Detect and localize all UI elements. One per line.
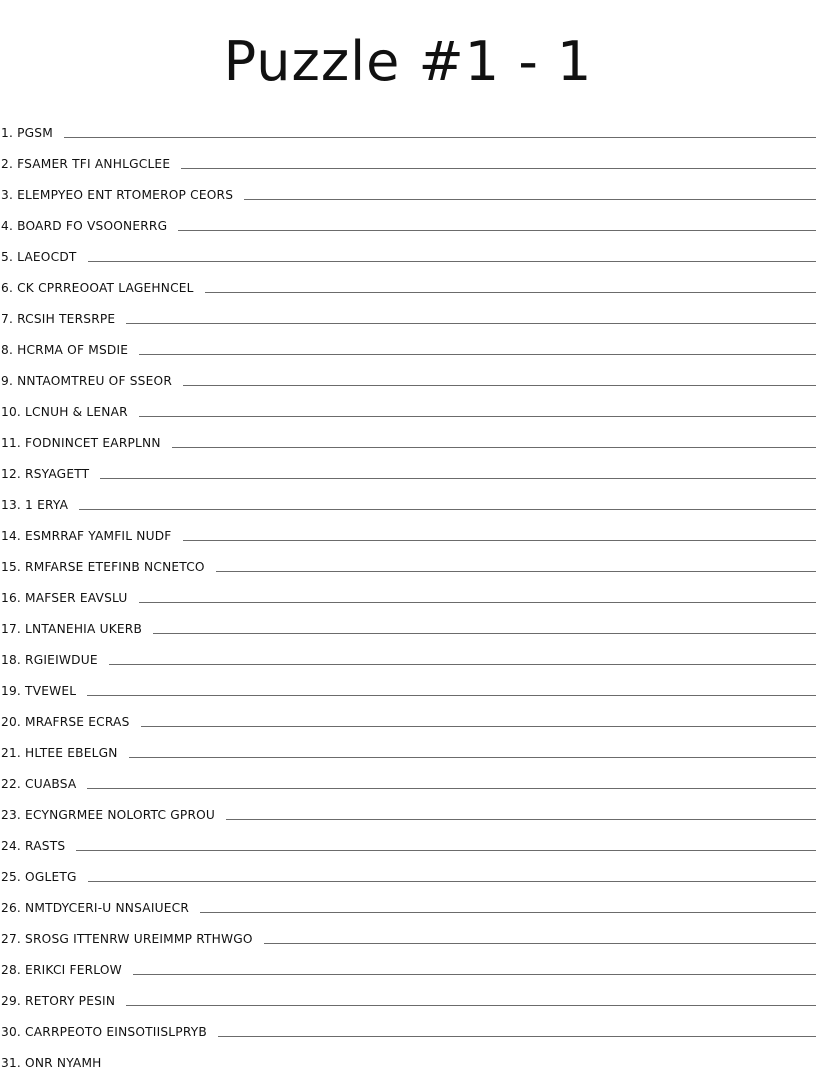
puzzle-item (0, 699, 816, 730)
answer-line (64, 136, 816, 138)
puzzle-item (0, 606, 816, 637)
answer-line (76, 849, 816, 851)
scrambled-phrase: 14. ESMRRAF YAMFIL NUDF (1, 529, 172, 543)
puzzle-item (0, 947, 816, 978)
answer-line (139, 601, 816, 603)
scrambled-phrase: 27. SROSG ITTENRW UREIMMP RTHWGO (1, 932, 253, 946)
scrambled-phrase: 1. PGSM (1, 126, 53, 140)
answer-line (88, 260, 816, 262)
answer-line (153, 632, 816, 634)
puzzle-item (0, 358, 816, 389)
puzzle-item (0, 978, 816, 1009)
scrambled-phrase: 19. TVEWEL (1, 684, 77, 698)
answer-line (79, 508, 816, 510)
puzzle-item (0, 730, 816, 761)
puzzle-item (0, 1040, 816, 1071)
puzzle-item (0, 420, 816, 451)
puzzle-item (0, 172, 816, 203)
answer-line (183, 539, 816, 541)
answer-line (129, 756, 816, 758)
puzzle-item (0, 1009, 816, 1040)
scrambled-phrase: 24. RASTS (1, 839, 66, 853)
puzzle-item (0, 668, 816, 699)
scrambled-phrase: 21. HLTEE EBELGN (1, 746, 118, 760)
scrambled-phrase: 23. ECYNGRMEE NOLORTC GPROU (1, 808, 216, 822)
answer-line (244, 198, 816, 200)
puzzle-item (0, 327, 816, 358)
scrambled-phrase: 4. BOARD FO VSOONERRG (1, 219, 168, 233)
answer-line (126, 1004, 816, 1006)
answer-line (264, 942, 816, 944)
scrambled-phrase: 22. CUABSA (1, 777, 77, 791)
puzzle-item (0, 637, 816, 668)
puzzle-item (0, 916, 816, 947)
puzzle-item (0, 296, 816, 327)
scrambled-phrase: 18. RGIEIWDUE (1, 653, 98, 667)
answer-line (126, 322, 816, 324)
puzzle-item (0, 792, 816, 823)
scrambled-phrase: 5. LAEOCDT (1, 250, 77, 264)
puzzle-item (0, 265, 816, 296)
scrambled-phrase: 15. RMFARSE ETEFINB NCNETCO (1, 560, 205, 574)
scrambled-phrase: 16. MAFSER EAVSLU (1, 591, 128, 605)
scrambled-phrase: 7. RCSIH TERSRPE (1, 312, 116, 326)
answer-line (139, 415, 816, 417)
answer-line (87, 694, 816, 696)
answer-line (109, 663, 816, 665)
answer-line (88, 880, 816, 882)
answer-line (183, 384, 816, 386)
answer-line (181, 167, 816, 169)
puzzle-item (0, 761, 816, 792)
puzzle-item (0, 389, 816, 420)
answer-line (218, 1035, 816, 1037)
scrambled-phrase: 20. MRAFRSE ECRAS (1, 715, 130, 729)
answer-line (216, 570, 816, 572)
puzzle-item (0, 885, 816, 916)
puzzle-item (0, 234, 816, 265)
answer-line (87, 787, 816, 789)
answer-line (139, 353, 816, 355)
puzzle-item (0, 544, 816, 575)
scrambled-phrase: 3. ELEMPYEO ENT RTOMEROP CEORS (1, 188, 234, 202)
page-title: Puzzle #1 - 1 (223, 30, 593, 93)
scrambled-phrase: 26. NMTDYCERI-U NNSAIUECR (1, 901, 190, 915)
scrambled-phrase: 10. LCNUH & LENAR (1, 405, 128, 419)
scrambled-phrase: 8. HCRMA OF MSDIE (1, 343, 129, 357)
puzzle-list (0, 110, 816, 1071)
puzzle-item (0, 110, 816, 141)
scrambled-phrase: 11. FODNINCET EARPLNN (1, 436, 161, 450)
puzzle-item (0, 451, 816, 482)
scrambled-phrase: 25. OGLETG (1, 870, 77, 884)
puzzle-item (0, 823, 816, 854)
answer-line (178, 229, 816, 231)
puzzle-item (0, 203, 816, 234)
scrambled-phrase: 2. FSAMER TFI ANHLGCLEE (1, 157, 171, 171)
answer-line (200, 911, 816, 913)
answer-line (172, 446, 816, 448)
scrambled-phrase: 29. RETORY PESIN (1, 994, 116, 1008)
puzzle-item (0, 854, 816, 885)
puzzle-item (0, 575, 816, 606)
puzzle-item (0, 141, 816, 172)
answer-line (133, 973, 816, 975)
puzzle-item (0, 513, 816, 544)
scrambled-phrase: 12. RSYAGETT (1, 467, 90, 481)
scrambled-phrase: 30. CARRPEOTO EINSOTIISLPRYB (1, 1025, 207, 1039)
puzzle-item (0, 482, 816, 513)
answer-line (205, 291, 816, 293)
scrambled-phrase: 9. NNTAOMTREU OF SSEOR (1, 374, 172, 388)
scrambled-phrase: 6. CK CPRREOOAT LAGEHNCEL (1, 281, 194, 295)
answer-line (141, 725, 816, 727)
scrambled-phrase: 28. ERIKCI FERLOW (1, 963, 122, 977)
scrambled-phrase: 13. 1 ERYA (1, 498, 69, 512)
scrambled-phrase: 31. ONR NYAMH (1, 1056, 102, 1070)
answer-line (100, 477, 816, 479)
answer-line (226, 818, 816, 820)
scrambled-phrase: 17. LNTANEHIA UKERB (1, 622, 143, 636)
